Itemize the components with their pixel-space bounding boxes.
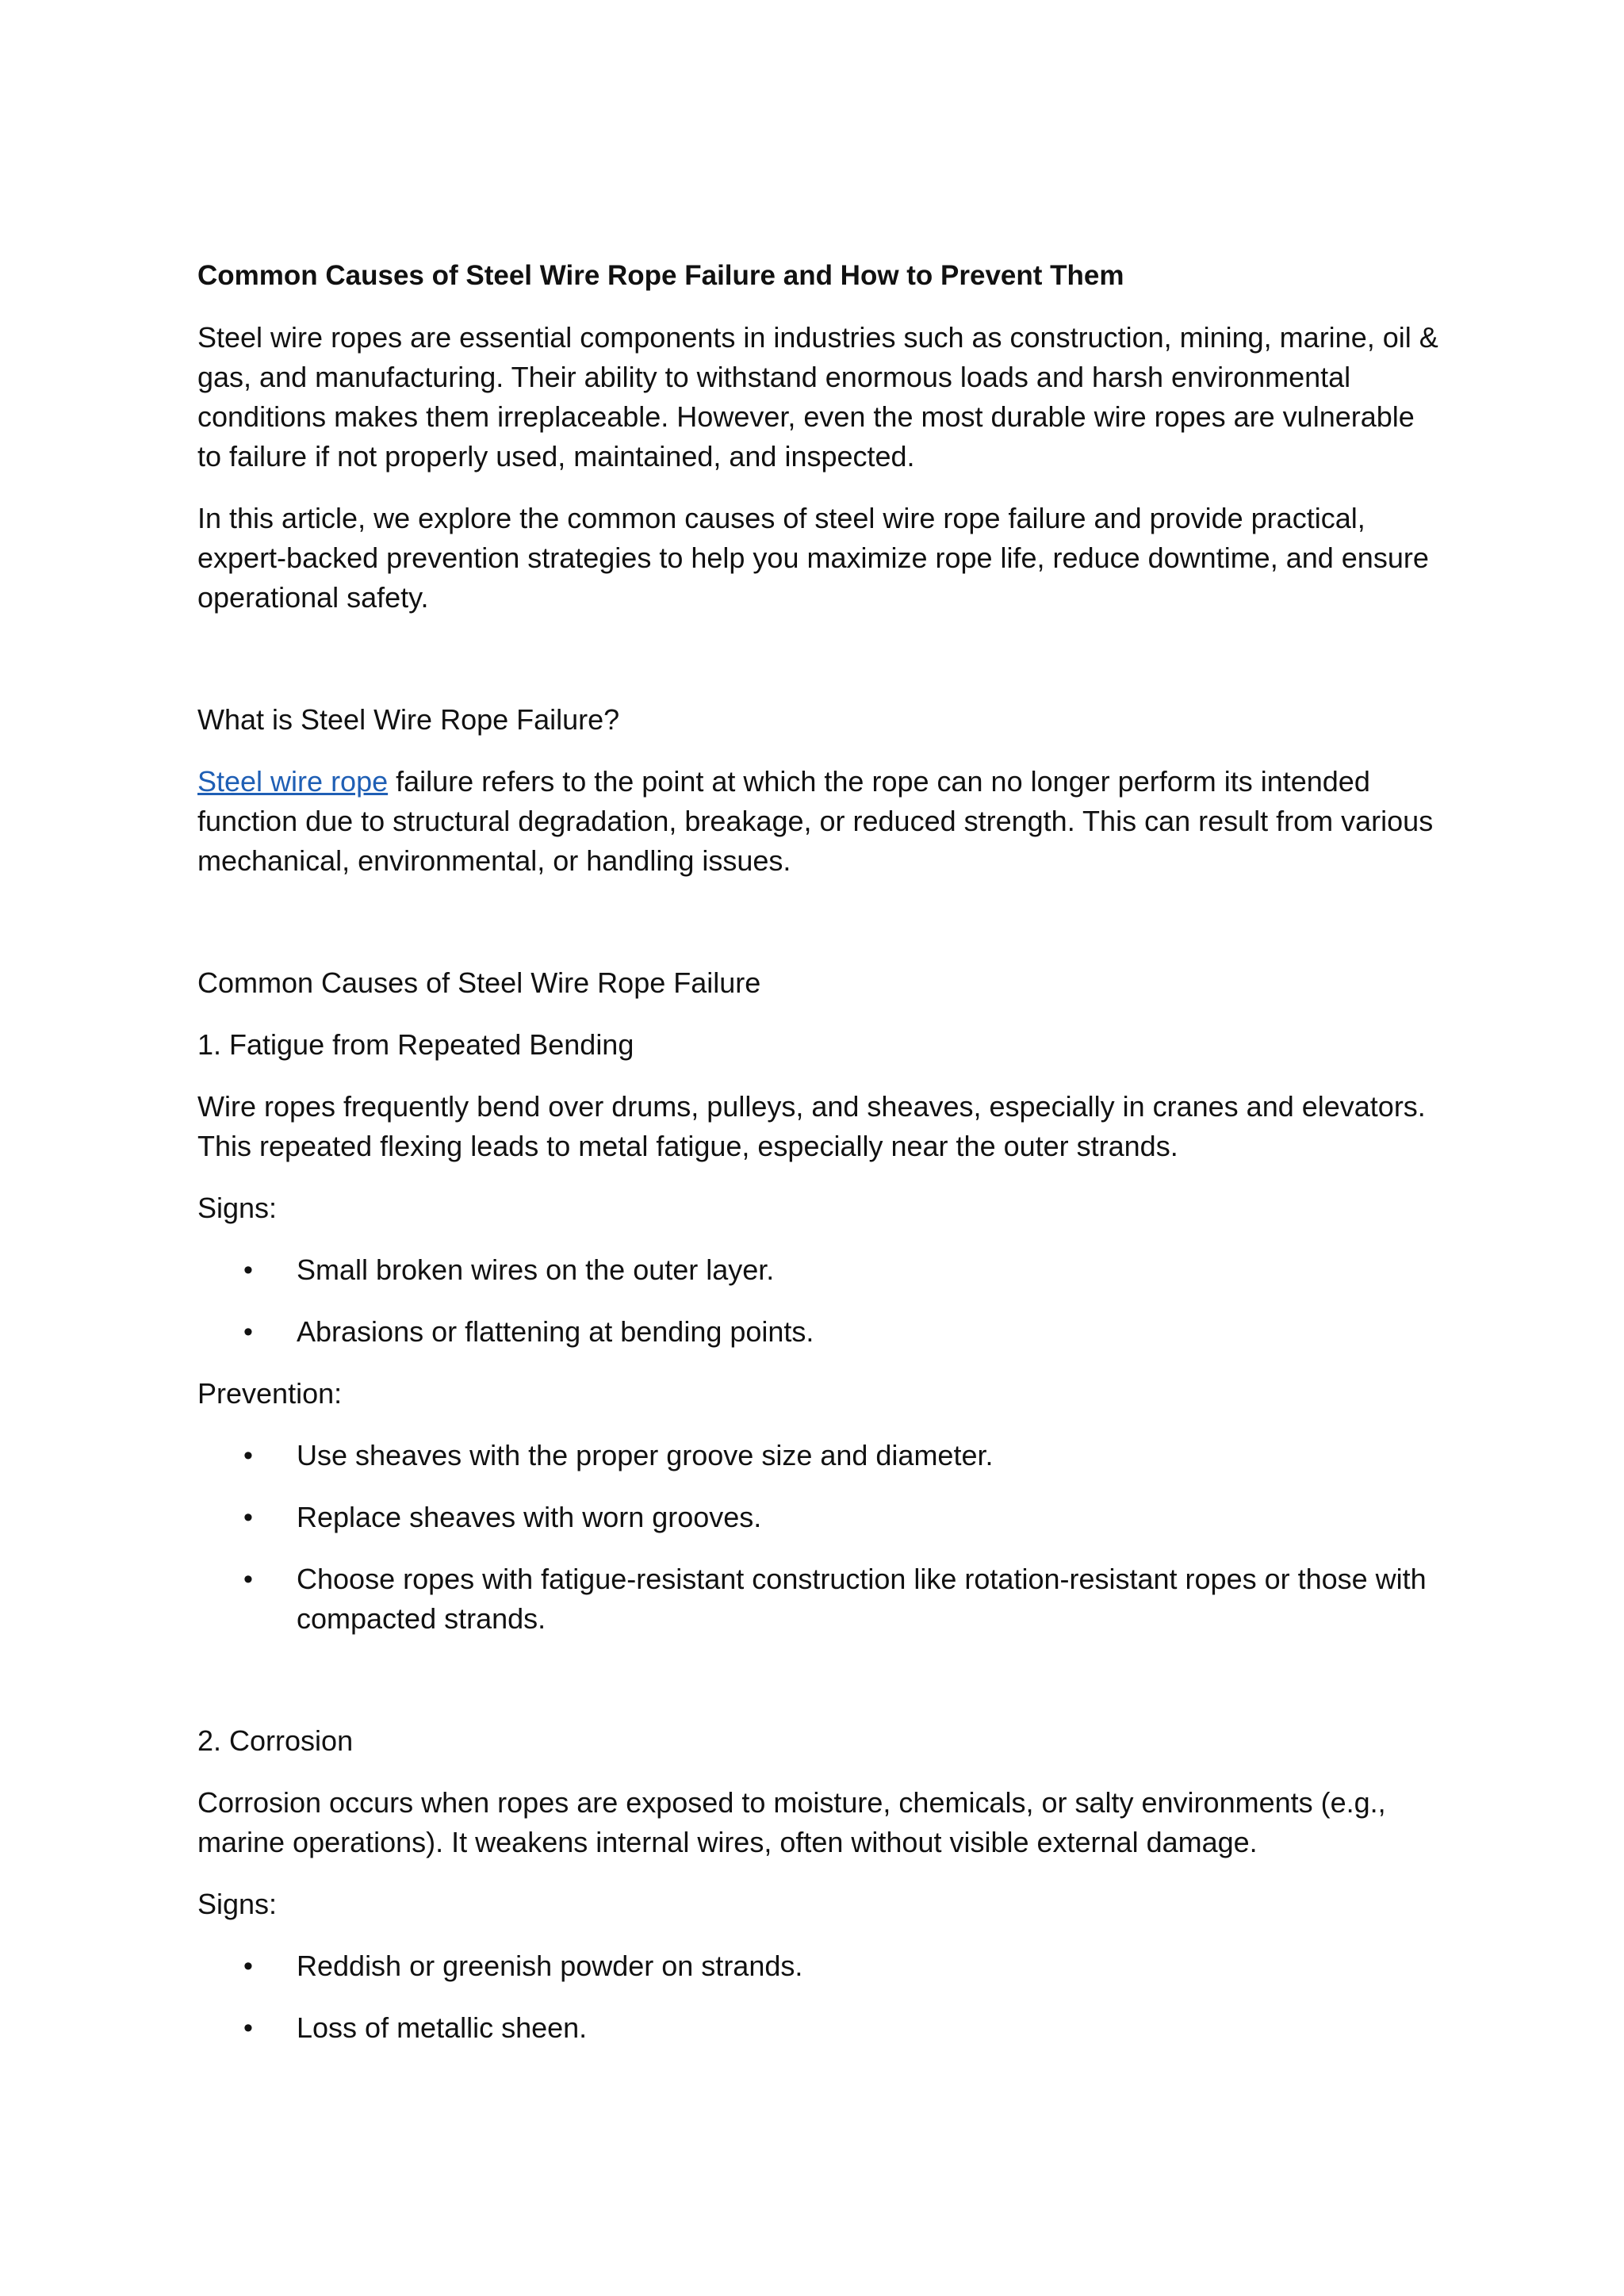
signs-list <box>197 1250 1442 1352</box>
section-heading: Common Causes of Steel Wire Rope Failure <box>197 966 761 999</box>
bullet-icon: • <box>243 1502 253 1533</box>
list-item <box>197 1250 1442 1290</box>
subsection-heading: 2. Corrosion <box>197 1724 354 1757</box>
list-item-text: Small broken wires on the outer layer. <box>297 1253 775 1286</box>
list-item-text: Loss of metallic sheen. <box>297 2011 588 2044</box>
list-item-text: Replace sheaves with worn grooves. <box>297 1501 762 1533</box>
prevention-list <box>197 1436 1442 1639</box>
list-item <box>197 1946 1442 1986</box>
spacer <box>197 1661 1442 1721</box>
signs-label: Signs: <box>197 1192 278 1224</box>
definition-paragraph <box>197 762 1442 881</box>
spacer <box>197 640 1442 700</box>
list-item-text: Choose ropes with fatigue-resistant construction like rotation-resistant ropes or those with compacted strands. <box>297 1563 1427 1635</box>
list-item <box>197 1312 1442 1352</box>
list-item <box>197 2008 1442 2048</box>
signs-label: Signs: <box>197 1888 278 1920</box>
bullet-icon: • <box>243 1951 253 1981</box>
spacer <box>197 903 1442 963</box>
document-body <box>197 256 1442 2070</box>
intro-paragraph: Steel wire ropes are essential components in industries such as construction, mining, marine, oil & gas, and manufacturing. Their ability to withstand enormous loads and harsh environmental conditions makes them irreplaceable. However, even the most durable wire ropes are vulnerable to failure if not properly used, maintained, and inspected. <box>197 321 1438 473</box>
intro-paragraph: In this article, we explore the common causes of steel wire rope failure and provide practical, expert-backed prevention strategies to help you maximize rope life, reduce downtime, and ensure operational safety. <box>197 502 1429 614</box>
subsection-heading: 1. Fatigue from Repeated Bending <box>197 1028 634 1061</box>
signs-list <box>197 1946 1442 2048</box>
list-item <box>197 1498 1442 1537</box>
list-item-text: Abrasions or flattening at bending points. <box>297 1315 814 1348</box>
bullet-icon: • <box>243 1564 253 1594</box>
bullet-icon: • <box>243 1441 253 1471</box>
bullet-icon: • <box>243 1317 253 1347</box>
document-title: Common Causes of Steel Wire Rope Failure and How to Prevent Them <box>197 260 1124 291</box>
list-item <box>197 1559 1442 1639</box>
list-item <box>197 1436 1442 1475</box>
subsection-paragraph: Wire ropes frequently bend over drums, pulleys, and sheaves, especially in cranes and elevators. This repeated flexing leads to metal fatigue, especially near the outer strands. <box>197 1090 1426 1162</box>
bullet-icon: • <box>243 1255 253 1285</box>
steel-wire-rope-link[interactable]: Steel wire rope <box>197 765 389 798</box>
section-heading: What is Steel Wire Rope Failure? <box>197 703 620 736</box>
bullet-icon: • <box>243 2013 253 2043</box>
list-item-text: Reddish or greenish powder on strands. <box>297 1950 803 1982</box>
subsection-paragraph: Corrosion occurs when ropes are exposed to moisture, chemicals, or salty environments (e.g., marine operations). It weakens internal wires, often without visible external damage. <box>197 1786 1386 1858</box>
list-item-text: Use sheaves with the proper groove size and diameter. <box>297 1439 994 1471</box>
prevention-label: Prevention: <box>197 1377 343 1410</box>
definition-text: failure refers to the point at which the rope can no longer perform its intended function due to structural degradation, breakage, or reduced strength. This can result from various mechanical, environmental, or handling issues. <box>197 765 1434 877</box>
